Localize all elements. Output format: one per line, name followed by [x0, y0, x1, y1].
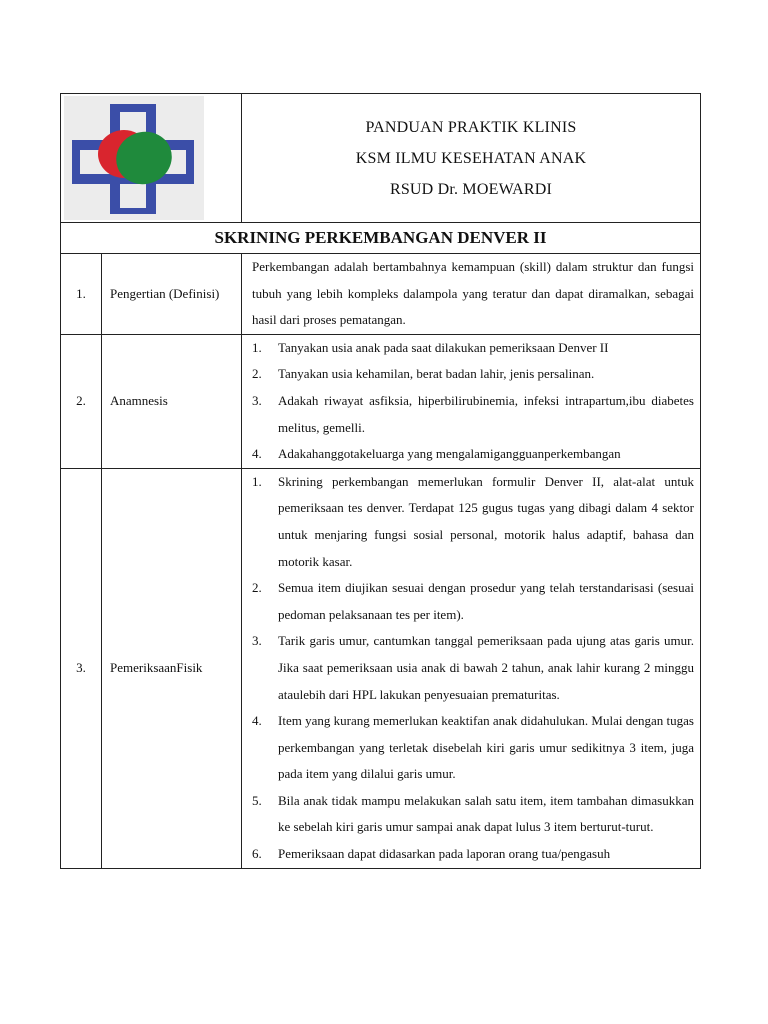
row-content [242, 254, 701, 335]
anamnesis-list [252, 335, 694, 468]
list-item [252, 441, 694, 468]
row-content [242, 468, 701, 868]
document-page [60, 93, 700, 869]
list-item-number: 5. [252, 792, 262, 808]
table-row [61, 254, 701, 335]
title-row [61, 223, 701, 254]
table-row [61, 334, 701, 468]
clinical-guide-table [60, 93, 701, 869]
list-item-text: Item yang kurang memerlukan keaktifan anak didahulukan. Mulai dengan tugas perkembangan yang terletak disebelah kiri garis umur sedikitnya 3 item, juga pada item yang dilalui garis umur. [278, 713, 694, 782]
definition-text: Perkembangan adalah bertambahnya kemampuan (skill) dalam struktur dan fungsi tubuh yang lebih kompleks dalampola yang teratur dan dapat diramalkan, sebagai hasil dari proses pematangan. [252, 259, 694, 328]
list-item-text: Pemeriksaan dapat didasarkan pada laporan orang tua/pengasuh [278, 846, 611, 862]
list-item [252, 788, 694, 841]
physical-exam-list [252, 469, 694, 868]
table-row [61, 468, 701, 868]
list-item-number: 6. [252, 846, 262, 862]
row-number: 1. [61, 254, 102, 335]
row-number: 2. [61, 334, 102, 468]
hospital-cross-logo-icon [64, 96, 204, 220]
row-number: 3. [61, 468, 102, 868]
header-line-3: RSUD Dr. MOEWARDI [389, 180, 553, 198]
list-item-number: 1. [252, 339, 262, 355]
list-item [252, 469, 694, 575]
logo-cell [61, 94, 242, 223]
list-item [252, 335, 694, 362]
list-item [252, 575, 694, 628]
row-label: Anamnesis [102, 334, 242, 468]
list-item-text: Adakahanggotakeluarga yang mengalamigangguanperkembangan [278, 446, 621, 462]
list-item-text: Adakah riwayat asfiksia, hiperbilirubinemia, infeksi intrapartum,ibu diabetes melitus, gemelli. [278, 392, 694, 435]
list-item-number: 4. [252, 713, 262, 729]
list-item-text: Tarik garis umur, cantumkan tanggal pemeriksaan pada ujung atas garis umur. Jika saat pemeriksaan usia anak di bawah 2 tahun, anak lahir kurang 2 minggu ataulebih dari HPL lakukan penyesuaian prematuritas. [278, 633, 694, 702]
header-cell [242, 94, 701, 223]
list-item [252, 388, 694, 441]
header-row [61, 94, 701, 223]
list-item [252, 361, 694, 388]
list-item-number: 1. [252, 473, 262, 489]
list-item-text: Skrining perkembangan memerlukan formulir Denver II, alat-alat untuk pemeriksaan tes denver. Terdapat 125 gugus tugas yang dibagi dalam 4 sektor untuk menjaring fungsi sosial personal, motorik halus adaptif, bahasa dan motorik kasar. [278, 473, 694, 569]
list-item-number: 2. [252, 580, 262, 596]
row-label: PemeriksaanFisik [102, 468, 242, 868]
header-line-1: PANDUAN PRAKTIK KLINIS [365, 118, 577, 136]
list-item-text: Semua item diujikan sesuai dengan prosedur yang telah terstandarisasi (sesuai pedoman pelaksanaan tes per item). [278, 580, 694, 622]
list-item-text: Tanyakan usia kehamilan, berat badan lahir, jenis persalinan. [278, 366, 595, 382]
list-item-number: 2. [252, 366, 262, 382]
hospital-logo [64, 96, 204, 220]
list-item-text: Tanyakan usia anak pada saat dilakukan pemeriksaan Denver II [278, 339, 609, 355]
list-item-number: 4. [252, 446, 262, 462]
document-title: SKRINING PERKEMBANGAN DENVER II [61, 223, 701, 254]
list-item-text: Bila anak tidak mampu melakukan salah satu item, item tambahan dimasukkan ke sebelah kiri garis umur sampai anak dapat lulus 3 item berturut-turut. [278, 792, 694, 835]
list-item-number: 3. [252, 633, 262, 649]
row-label: Pengertian (Definisi) [102, 254, 242, 335]
list-item-number: 3. [252, 392, 262, 408]
row-content [242, 334, 701, 468]
list-item [252, 628, 694, 708]
header-line-2: KSM ILMU KESEHATAN ANAK [355, 149, 587, 167]
list-item [252, 841, 694, 868]
list-item [252, 708, 694, 788]
